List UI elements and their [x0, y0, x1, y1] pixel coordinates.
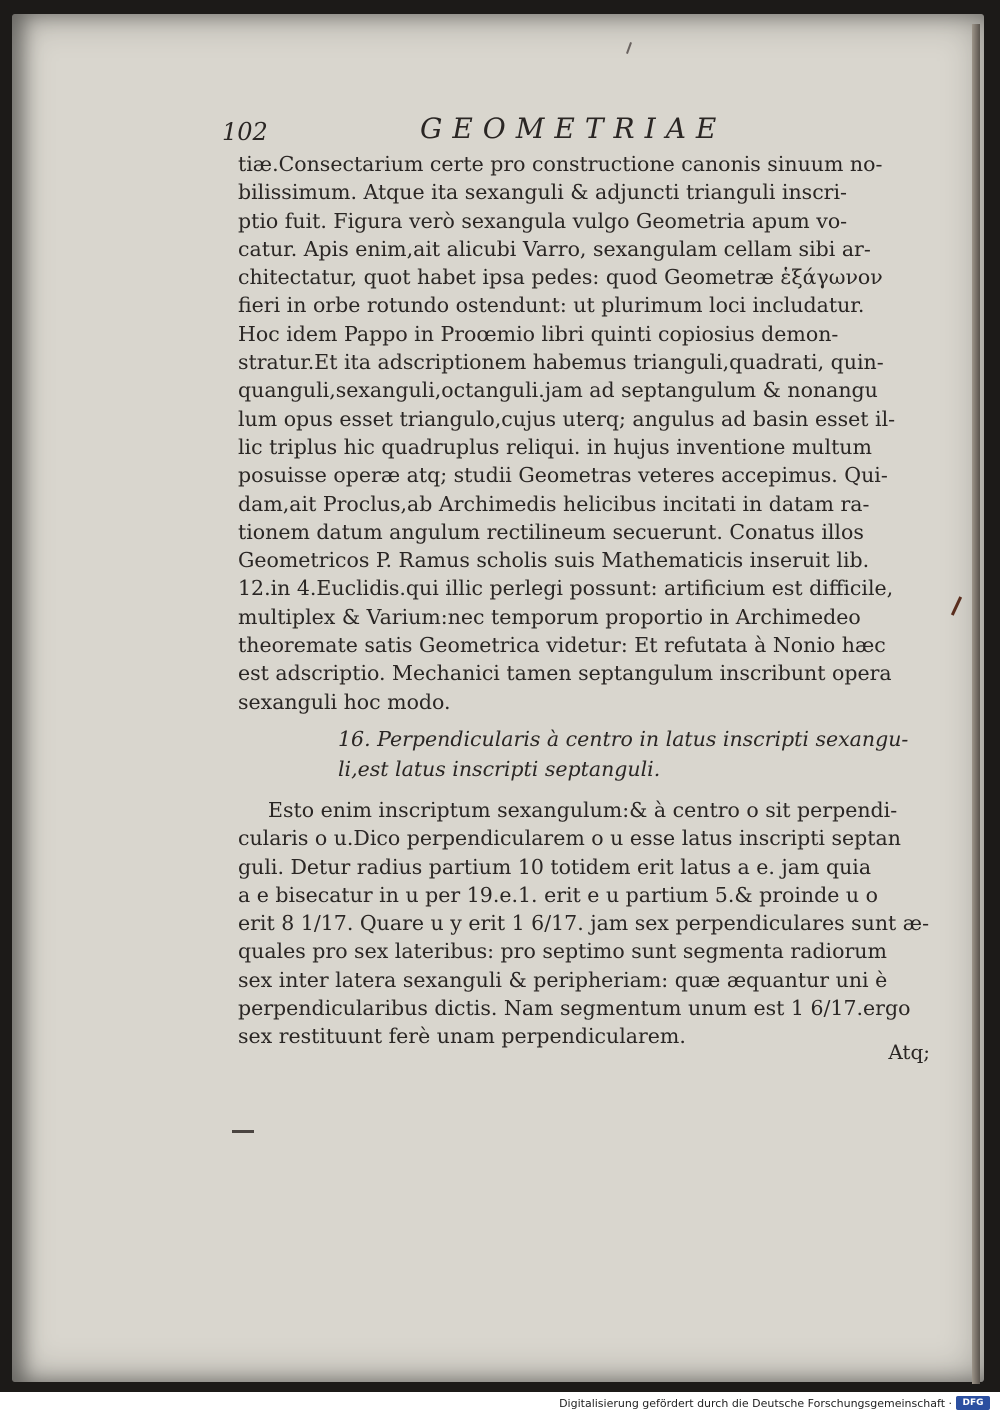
- text-line: sexanguli hoc modo.: [238, 689, 451, 714]
- text-line: est adscriptio. Mechanici tamen septangulum inscribunt opera: [238, 661, 892, 686]
- paragraph-1: [238, 150, 933, 716]
- page-edge: [972, 24, 980, 1384]
- main-text: [238, 150, 933, 1051]
- text-line: catur. Apis enim,ait alicubi Varro, sexangulam cellam sibi ar-: [238, 236, 871, 261]
- proposition-line: 16. Perpendicularis à centro in latus inscripti sexangu-: [338, 726, 909, 751]
- text-line: stratur.Et ita adscriptionem habemus trianguli,quadrati, quin-: [238, 350, 884, 375]
- text-line: tiæ.Consectarium certe pro constructione canonis sinuum no-: [238, 152, 883, 176]
- text-line: quales pro sex lateribus: pro septimo sunt segmenta radiorum: [238, 939, 887, 964]
- text-line: a e bisecatur in u per 19.e.1. erit e u partium 5.& proinde u o: [238, 882, 878, 907]
- text-line: ptio fuit. Figura verò sexangula vulgo Geometria apum vo-: [238, 208, 848, 233]
- text-line: guli. Detur radius partium 10 totidem erit latus a e. jam quia: [238, 854, 872, 879]
- text-line: cularis o u.Dico perpendicularem o u esse latus inscripti septan: [238, 826, 901, 851]
- text-line: lic triplus hic quadruplus reliqui. in hujus inventione multum: [238, 434, 872, 459]
- text-line: erit 8 1/17. Quare u y erit 1 6/17. jam sex perpendiculares sunt æ-: [238, 911, 929, 936]
- text-line: Esto enim inscriptum sexangulum:& à centro o sit perpendi-: [268, 797, 898, 822]
- paragraph-2: [238, 796, 933, 1051]
- text-line: theoremate satis Geometrica videtur: Et refutata à Nonio hæc: [238, 633, 886, 658]
- text-line: 12.in 4.Euclidis.qui illic perlegi possunt: artificium est difficile,: [238, 576, 894, 601]
- text-line: Hoc idem Pappo in Proœmio libri quinti copiosius demon-: [238, 321, 839, 346]
- page-number: 102: [222, 118, 268, 146]
- catchword: Atq;: [888, 1040, 930, 1064]
- text-line: fieri in orbe rotundo ostendunt: ut plurimum loci includatur.: [238, 293, 865, 318]
- text-line: posuisse operæ atq; studii Geometras veteres accepimus. Qui-: [238, 463, 888, 488]
- text-line: lum opus esset triangulo,cujus uterq; angulus ad basin esset il-: [238, 406, 896, 431]
- text-line: sex restituunt ferè unam perpendicularem.: [238, 1024, 686, 1049]
- proposition-line: li,est latus inscripti septanguli.: [338, 756, 661, 781]
- running-head: GEOMETRIAE: [420, 112, 727, 145]
- text-line: Geometricos P. Ramus scholis suis Mathematicis inseruit lib.: [238, 548, 870, 573]
- text-line: dam,ait Proclus,ab Archimedis helicibus incitati in datam ra-: [238, 491, 870, 516]
- ink-mark-bottom: [232, 1130, 254, 1133]
- text-line: perpendicularibus dictis. Nam segmentum unum est 1 6/17.ergo: [238, 996, 911, 1021]
- dfg-logo: DFG: [956, 1396, 990, 1410]
- text-line: sex inter latera sexanguli & peripheriam: quæ æquantur uni è: [238, 967, 888, 992]
- proposition-heading: [238, 724, 933, 784]
- digitization-footer: [0, 1392, 1000, 1416]
- text-line: multiplex & Varium:nec temporum proportio in Archimedeo: [238, 604, 861, 629]
- footer-credit: Digitalisierung gefördert durch die Deutsche Forschungsgemeinschaft ·: [559, 1397, 952, 1410]
- text-line: tionem datum angulum rectilineum secuerunt. Conatus illos: [238, 519, 864, 544]
- text-line: chitectatur, quot habet ipsa pedes: quod Geometræ ἑξάγωνον: [238, 265, 883, 290]
- text-line: quanguli,sexanguli,octanguli.jam ad septangulum & nonangu: [238, 378, 878, 403]
- text-line: bilissimum. Atque ita sexanguli & adjuncti trianguli inscri-: [238, 180, 847, 205]
